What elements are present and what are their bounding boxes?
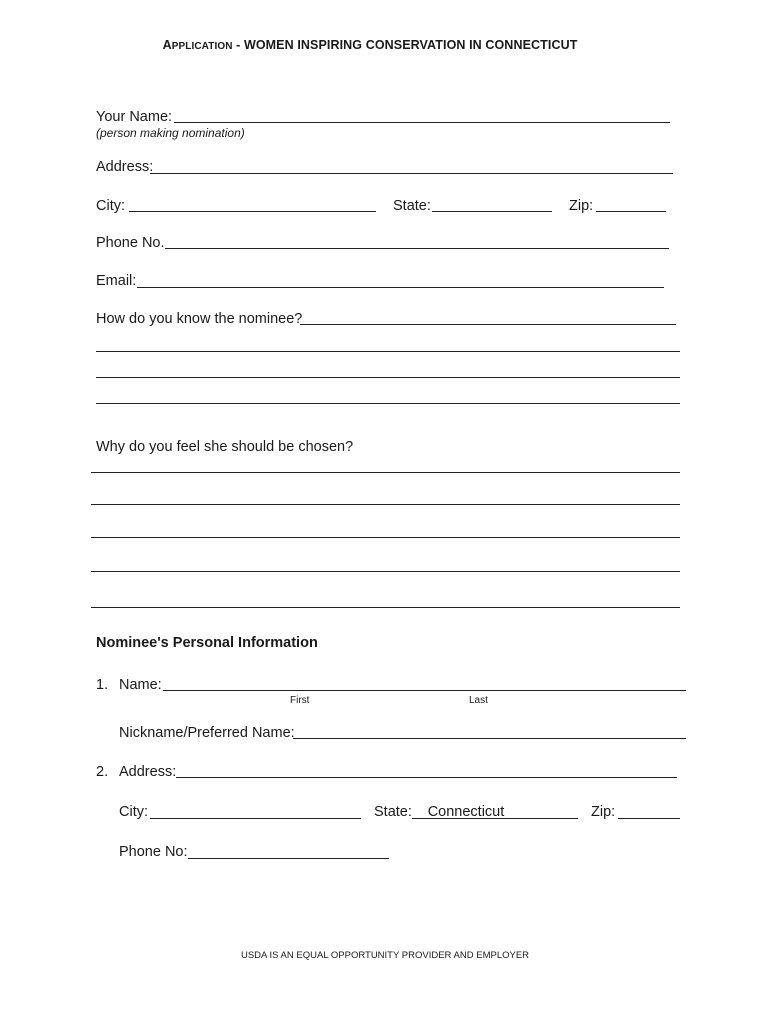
zip-field[interactable] [596, 211, 666, 212]
nominee-state-label: State: [374, 804, 412, 820]
why-chosen-line-4[interactable] [91, 571, 680, 572]
last-name-hint: Last [469, 695, 488, 706]
state-field[interactable] [432, 211, 552, 212]
first-name-hint: First [290, 695, 310, 706]
title-main: WOMEN INSPIRING CONSERVATION IN CONNECTICUT [243, 38, 578, 52]
nominee-zip-field[interactable] [618, 818, 680, 819]
nominee-phone-label: Phone No: [119, 844, 188, 860]
why-chosen-line-5[interactable] [91, 607, 680, 608]
nickname-field[interactable] [293, 738, 686, 739]
address-label: Address: [96, 159, 154, 175]
city-field[interactable] [129, 211, 376, 212]
page-title [0, 38, 740, 52]
address-field[interactable] [150, 173, 673, 174]
footer-statement: USDA IS AN EQUAL OPPORTUNITY PROVIDER AND EMPLOYER [240, 950, 530, 961]
nominee-city-label: City: [119, 804, 148, 820]
state-label: State: [393, 198, 431, 214]
why-chosen-line-2[interactable] [91, 504, 680, 505]
nominee-name-label: Name: [119, 677, 162, 693]
know-nominee-line-4[interactable] [96, 403, 680, 404]
know-nominee-field[interactable] [300, 324, 676, 325]
nominee-state-value: Connecticut [427, 804, 505, 820]
why-chosen-line-3[interactable] [91, 537, 680, 538]
nominee-address-field[interactable] [176, 777, 677, 778]
your-name-field[interactable] [174, 122, 670, 123]
why-chosen-line-1[interactable] [91, 472, 680, 473]
nominee-name-field[interactable] [163, 690, 686, 691]
zip-label: Zip: [569, 198, 594, 214]
nominee-phone-field[interactable] [188, 858, 389, 859]
title-separator: - [232, 38, 244, 52]
email-field[interactable] [137, 287, 664, 288]
know-nominee-label: How do you know the nominee? [96, 311, 303, 327]
nominee-section-heading: Nominee's Personal Information [96, 635, 318, 651]
item-1-number: 1. [96, 677, 109, 693]
nominee-zip-label: Zip: [591, 804, 616, 820]
your-name-note: (person making nomination) [96, 126, 245, 140]
title-prefix-rest: PPLICATION [171, 41, 233, 52]
nickname-label: Nickname/Preferred Name: [119, 725, 295, 741]
your-name-label: Your Name: [96, 109, 173, 125]
nominee-city-field[interactable] [150, 818, 361, 819]
city-label: City: [96, 198, 125, 214]
phone-field[interactable] [165, 248, 669, 249]
nominee-address-label: Address: [119, 764, 177, 780]
know-nominee-line-2[interactable] [96, 351, 680, 352]
phone-label: Phone No. [96, 235, 165, 251]
know-nominee-line-3[interactable] [96, 377, 680, 378]
email-label: Email: [96, 273, 137, 289]
item-2-number: 2. [96, 764, 109, 780]
title-prefix-initial: A [162, 38, 172, 52]
why-chosen-label: Why do you feel she should be chosen? [96, 439, 354, 455]
